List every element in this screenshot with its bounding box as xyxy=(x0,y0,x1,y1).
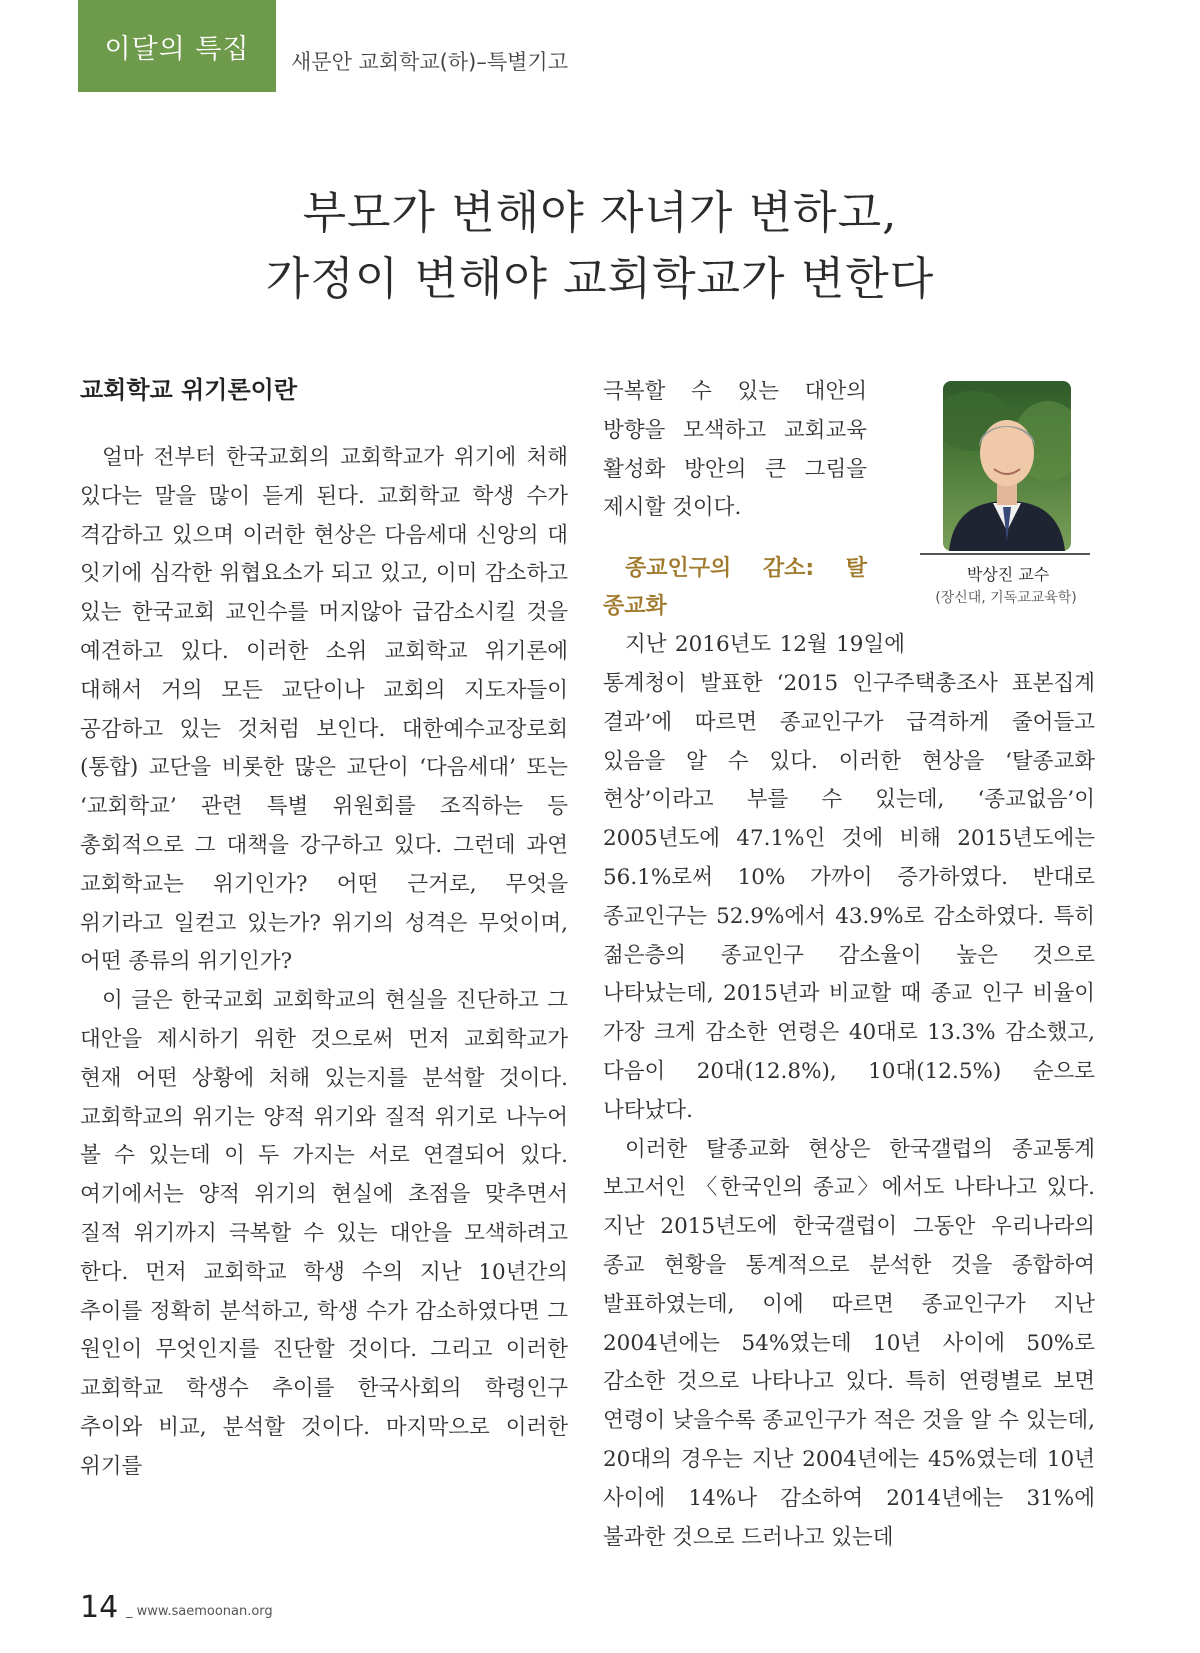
title-line-2: 가정이 변해야 교회학교가 변한다 xyxy=(265,252,935,305)
footer-url: _ www.saemoonan.org xyxy=(126,1604,273,1619)
paragraph-continuation: 극복할 수 있는 대안의 방향을 모색하고 교회교육 활성화 방안의 큰 그림을 제시할 것이다. xyxy=(603,379,867,521)
article-title xyxy=(0,180,1200,312)
author-photo xyxy=(943,381,1071,551)
caption-divider xyxy=(920,553,1090,555)
title-line-1: 부모가 변해야 자녀가 변하고, xyxy=(302,186,898,239)
author-name: 박상진 교수 xyxy=(966,565,1050,584)
paragraph: 이러한 탈종교화 현상은 한국갤럽의 종교통계 보고서인 〈한국인의 종교〉에서도 나타나고 있다. 지난 2015년도에 한국갤럽이 그동안 우리나라의 종교 현황을 통계적으로 분석한 것을 종합하여 발표하였는데, 이에 따르면 종교인구가 지난 2004년에는 54%였는데 10년 사이에 50%로 감소한 것으로 나타나고 있다. 특히 연령별로 보면 연령이 낮을수록 종교인구가 적은 것을 알 수 있는데, 20대의 경우는 지난 2004년에는 45%였는데 10년 사이에 14%나 감소하여 2014년에는 31%에 불과한 것으로 드러나고 있는데 xyxy=(603,1136,1095,1550)
paragraph: 이 글은 한국교회 교회학교의 현실을 진단하고 그 대안을 제시하기 위한 것으로써 먼저 교회학교가 현재 어떤 상황에 처해 있는지를 분석할 것이다. 교회학교의 위기는 양적 위기와 질적 위기로 나누어 볼 수 있는데 이 두 가지는 서로 연결되어 있다. 여기에서는 양적 위기의 현실에 초점을 맞추면서 질적 위기까지 극복할 수 있는 대안을 모색하려고 한다. 먼저 교회학교 학생 수의 지난 10년간의 추이를 정확히 분석하고, 학생 수가 감소하였다면 그 원인이 무엇인지를 진단할 것이다. 그리고 이러한 교회학교 학생수 추이를 한국사회의 학령인구 추이와 비교, 분석할 것이다. 마지막으로 이러한 위기를 xyxy=(80,988,568,1479)
author-portrait-icon xyxy=(943,381,1071,551)
page-number: 14 xyxy=(80,1590,119,1625)
paragraph: 얼마 전부터 한국교회의 교회학교가 위기에 처해 있다는 말을 많이 듣게 된다. 교회학교 학생 수가 격감하고 있으며 이러한 현상은 다음세대 신앙의 대 잇기에 심각한 위협요소가 되고 있고, 이미 감소하고 있는 한국교회 교인수를 머지않아 급감소시킬 것을 예견하고 있다. 이러한 소위 교회학교 위기론에 대해서 거의 모든 교단이나 교회의 지도자들이 공감하고 있는 것처럼 보인다. 대한예수교장로회(통합) 교단을 비롯한 많은 교단이 ‘다음세대’ 또는 ‘교회학교’ 관련 특별 위원회를 조직하는 등 총회적으로 그 대책을 강구하고 있다. 그런데 과연 교회학교는 위기인가? 어떤 근거로, 무엇을 위기라고 일컫고 있는가? 위기의 성격은 무엇이며, 어떤 종류의 위기인가? xyxy=(80,445,568,975)
left-column xyxy=(80,373,568,1487)
section-label: 이달의 특집 xyxy=(78,0,276,92)
paragraph: 지난 2016년도 12월 19일에 통계청이 발표한 ‘2015 인구주택총조사 표본집계 결과’에 따르면 종교인구가 급격하게 줄어들고 있음을 알 수 있다. 이러한 현상을 ‘탈종교화 현상’이라고 부를 수 있는데, ‘종교없음’이 2005년도에 47.1%인 것에 비해 2015년도에는 56.1%로써 10% 가까이 증가하였다. 반대로 종교인구는 52.9%에서 43.9%로 감소하였다. 특히 젊은층의 종교인구 감소율이 높은 것으로 나타났는데, 2015년과 비교할 때 종교 인구 비율이 가장 크게 감소한 연령은 40대로 13.3% 감소했고, 다음이 20대(12.8%), 10대(12.5%) 순으로 나타났다. xyxy=(603,632,1095,1123)
section-subtitle: 새문안 교회학교(하)–특별기고 xyxy=(291,50,568,74)
author-affiliation: (장신대, 기독교교육학) xyxy=(935,590,1077,606)
section-heading-crisis: 교회학교 위기론이란 xyxy=(80,376,298,404)
section-heading-religion: 종교인구의 감소: 탈 종교화 xyxy=(603,556,867,620)
